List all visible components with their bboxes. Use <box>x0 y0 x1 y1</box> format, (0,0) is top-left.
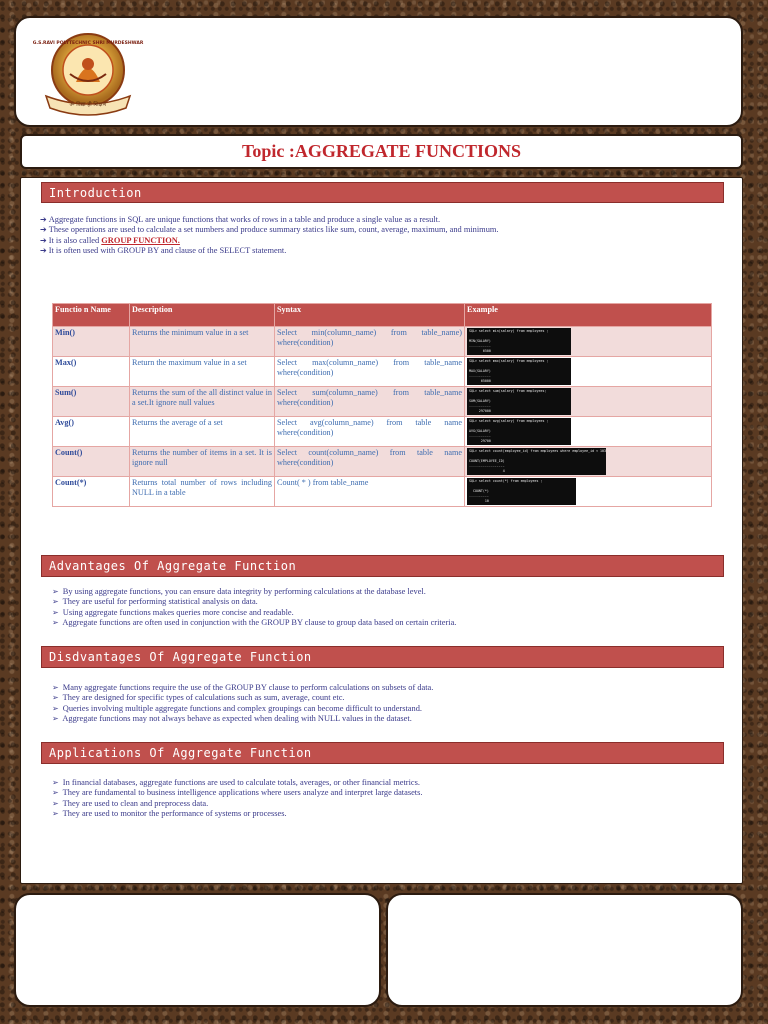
syntax-cell: Select count(column_name) from table name where(condition) <box>275 447 465 477</box>
list-item: ➢ Queries involving multiple aggregate functions and complex groupings can become difficult to understand. <box>52 703 422 713</box>
col-header-example: Example <box>465 304 712 327</box>
example-cell <box>465 417 712 447</box>
triangle-right-icon: ➢ <box>52 778 59 787</box>
list-item: ➢ They are used to monitor the performance of systems or processes. <box>52 809 287 819</box>
list-item: ➔ Aggregate functions in SQL are unique functions that works of rows in a table and produce a single value as a result. <box>40 215 441 224</box>
table-row <box>53 477 712 507</box>
table-row <box>53 417 712 447</box>
description-cell: Returns the number of items in a set. It is ignore null <box>130 447 275 477</box>
syntax-cell: Select avg(column_name) from table name where(condition) <box>275 417 465 447</box>
example-cell <box>465 357 712 387</box>
list-item: ➔ These operations are used to calculate a set numbers and produce summary statics like sum, count, average, maximum, and minimum. <box>40 225 499 235</box>
arrow-right-icon: ➔ <box>40 235 47 245</box>
main-content <box>20 177 743 884</box>
sql-output-screenshot: SQL> select max(salary) from employees ; MAX(SALARY) ----------- 65000 <box>467 358 571 385</box>
col-header-description: Description <box>130 304 275 327</box>
introduction-heading <box>41 182 724 203</box>
list-item: ➔ It is also called GROUP FUNCTION. <box>40 235 180 245</box>
description-cell: Returns the sum of the all distinct value in a set.It ignore null values <box>130 387 275 417</box>
sql-output-screenshot: SQL> select avg(salary) from employees ; AVG(SALARY) ----------- 29700 <box>467 418 571 445</box>
triangle-right-icon: ➢ <box>52 587 59 596</box>
table-row <box>53 387 712 417</box>
introduction-list <box>40 215 499 257</box>
sql-output-screenshot: SQL> select sum(salary) from employees; SUM(SALARY) ----------- 297000 <box>467 388 571 415</box>
header-card <box>14 16 743 127</box>
triangle-right-icon: ➢ <box>52 788 59 798</box>
footer-right-panel <box>386 893 743 1007</box>
topic-title: Topic :AGGREGATE FUNCTIONS <box>241 141 522 161</box>
list-item: ➢ In financial databases, aggregate functions are used to calculate totals, averages, or other financial metrics. <box>52 778 420 787</box>
aggregate-functions-table <box>52 303 712 507</box>
list-item: ➢ They are designed for specific types of calculations such as sum, average, count etc. <box>52 693 345 703</box>
triangle-right-icon: ➢ <box>52 618 59 628</box>
college-logo <box>32 32 144 118</box>
applications-list <box>52 778 423 820</box>
list-item: ➢ Aggregate functions are often used in conjunction with the GROUP BY clause to group data based on certain criteria. <box>52 618 457 628</box>
syntax-cell: Count( * ) from table_name <box>275 477 465 507</box>
topic-title-bar <box>20 134 743 169</box>
triangle-right-icon: ➢ <box>52 607 59 617</box>
disadvantages-list <box>52 683 433 725</box>
advantages-heading <box>41 555 724 577</box>
description-cell: Return the maximum value in a set <box>130 357 275 387</box>
list-item: ➔ It is often used with GROUP BY and clause of the SELECT statement. <box>40 246 287 256</box>
arrow-right-icon: ➔ <box>40 225 47 235</box>
col-header-syntax: Syntax <box>275 304 465 327</box>
advantages-heading-text: Advantages Of Aggregate Function <box>49 559 297 573</box>
col-header-function-name: Functio n Name <box>53 304 130 327</box>
list-item: ➢ They are used to clean and preprocess data. <box>52 798 209 808</box>
advantages-list <box>52 587 456 629</box>
list-item: ➢ Using aggregate functions makes queries more concise and readable. <box>52 607 294 617</box>
applications-heading-text: Applications Of Aggregate Function <box>49 746 312 760</box>
triangle-right-icon: ➢ <box>52 809 59 819</box>
footer-left-panel <box>14 893 381 1007</box>
logo-ribbon-text: ॐ विद्या ही शिक्षण <box>69 102 107 108</box>
introduction-heading-text: Introduction <box>49 185 142 200</box>
list-item: ➢ Aggregate functions may not always behave as expected when dealing with NULL values in the dataset. <box>52 714 412 724</box>
function-name-cell: Avg() <box>53 417 130 447</box>
function-name-cell: Count() <box>53 447 130 477</box>
table-header-row <box>53 304 712 327</box>
table-row <box>53 357 712 387</box>
example-cell <box>465 327 712 357</box>
example-cell <box>465 387 712 417</box>
function-name-cell: Sum() <box>53 387 130 417</box>
triangle-right-icon: ➢ <box>52 683 59 692</box>
sql-output-screenshot: SQL> select count(*) from employees ; COUNT(*) ---------- 10 <box>467 478 576 505</box>
function-name-cell: Max() <box>53 357 130 387</box>
arrow-right-icon: ➔ <box>40 246 47 256</box>
table-row <box>53 327 712 357</box>
disadvantages-heading-text: Disdvantages Of Aggregate Function <box>49 650 312 664</box>
syntax-cell: Select max(column_name) from table_name where(condition) <box>275 357 465 387</box>
syntax-cell: Select sum(column_name) from table_name where(condition) <box>275 387 465 417</box>
sql-output-screenshot: SQL> select min(salary) from employees ; MIN(SALARY) ----------- 6500 <box>467 328 571 355</box>
description-cell: Returns the average of a set <box>130 417 275 447</box>
list-item: ➢ By using aggregate functions, you can ensure data integrity by performing calculations at the database level. <box>52 587 426 596</box>
applications-heading <box>41 742 724 764</box>
disadvantages-heading <box>41 646 724 668</box>
description-cell: Returns total number of rows including NULL in a table <box>130 477 275 507</box>
logo-ring-text: G.S.RAVI POLYTECHNIC SHRI MURDESHWAR <box>32 41 144 46</box>
function-name-cell: Count(*) <box>53 477 130 507</box>
triangle-right-icon: ➢ <box>52 714 59 724</box>
list-item: ➢ They are useful for performing statistical analysis on data. <box>52 597 258 607</box>
example-cell <box>465 477 712 507</box>
triangle-right-icon: ➢ <box>52 798 59 808</box>
description-cell: Returns the minimum value in a set <box>130 327 275 357</box>
triangle-right-icon: ➢ <box>52 703 59 713</box>
triangle-right-icon: ➢ <box>52 693 59 703</box>
list-item: ➢ Many aggregate functions require the use of the GROUP BY clause to perform calculations on subsets of data. <box>52 683 434 692</box>
list-item: ➢ They are fundamental to business intelligence applications where users analyze and interpret large datasets. <box>52 788 423 798</box>
syntax-cell: Select min(column_name) from table_name) where(condition) <box>275 327 465 357</box>
sql-output-screenshot: SQL> select count(employee_id) from employees where employee_id < 103 COUNT(EMPLOYEE_ID) ------------------ 4 <box>469 449 606 473</box>
example-cell <box>465 447 712 477</box>
group-function-term: GROUP FUNCTION. <box>101 235 180 245</box>
table-row <box>53 447 712 477</box>
arrow-right-icon: ➔ <box>40 215 47 224</box>
function-name-cell: Min() <box>53 327 130 357</box>
triangle-right-icon: ➢ <box>52 597 59 607</box>
